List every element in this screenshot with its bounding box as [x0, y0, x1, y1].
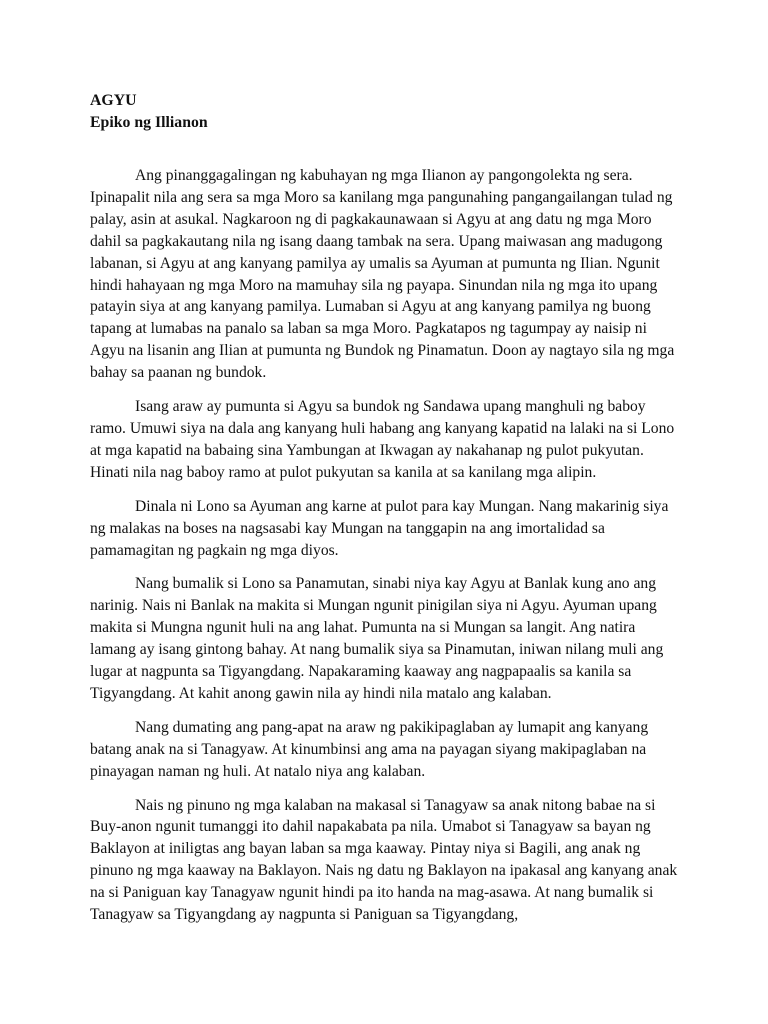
paragraph-5: Nang dumating ang pang-apat na araw ng pakikipaglaban ay lumapit ang kanyang batang anak na si Tanagyaw. At kinumbinsi ang ama na payagan siyang makipaglaban na pinayagan naman ng huli. At natalo niya ang kalaban.	[90, 718, 649, 780]
paragraph-3: Dinala ni Lono sa Ayuman ang karne at pulot para kay Mungan. Nang makarinig siya ng malakas na boses na nagsasabi kay Mungan na tanggapin na ang imortalidad sa pamamagitan ng pagkain ng mga diyos.	[90, 497, 669, 559]
paragraph-6: Nais ng pinuno ng mga kalaban na makasal si Tanagyaw sa anak nitong babae na si Buy-anon ngunit tumanggi ito dahil napakabata pa nila. Umabot si Tanagyaw sa bayan ng Baklayon at iniligtas ang bayan laban sa mga kaaway. Pintay niya si Bagili, ang anak ng pinuno ng mga kaaway na Baklayon. Nais ng datu ng Baklayon na ipakasal ang kanyang anak na si Paniguan kay Tanagyaw ngunit hindi pa ito handa na mag-asawa. At nang bumalik si Tanagyaw sa Tigyangdang ay nagpunta si Paniguan sa Tigyangdang,	[90, 796, 678, 924]
document-body	[90, 90, 678, 938]
document-title: AGYU	[90, 92, 137, 109]
paragraph-4: Nang bumalik si Lono sa Panamutan, sinabi niya kay Agyu at Banlak kung ano ang narinig. Nais ni Banlak na makita si Mungan ngunit pinigilan siya ni Agyu. Ayuman upang makita si Mungna ngunit huli na ang lahat. Pumunta na si Mungan sa langit. Ang natira lamang ay isang gintong bahay. At nang bumalik siya sa Pinamutan, iniwan nilang muli ang lugar at nagpunta sa Tigyangdang. Napakaraming kaaway ang nagpapaalis sa kanila sa Tigyangdang. At kahit anong gawin nila ay hindi nila matalo ang kalaban.	[90, 575, 664, 702]
paragraph-1: Ang pinanggagalingan ng kabuhayan ng mga Ilianon ay pangongolekta ng sera. Ipinapalit nila ang sera sa mga Moro sa kanilang mga pangunahing pangangailangan tulad ng palay, asin at asukal. Nagkaroon ng di pagkakaunawaan si Agyu at ang datu ng mga Moro dahil sa pagkakautang nila ng isang daang tambak na sera. Upang maiwasan ang madugong labanan, si Agyu at ang kanyang pamilya ay umalis sa Ayuman at pumunta ng Ilian. Ngunit hindi hahayaan ng mga Moro na mamuhay sila ng payapa. Sinundan nila ng mga ito upang patayin siya at ang kanyang pamilya. Lumaban si Agyu at ang kanyang pamilya ng buong tapang at lumabas na panalo sa laban sa mga Moro. Pagkatapos ng tagumpay ay naisip ni Agyu na lisanin ang Ilian at pumunta ng Bundok ng Pinamatun. Doon ay nagtayo sila ng mga bahay sa paanan ng bundok.	[90, 167, 675, 382]
document-subtitle: Epiko ng Illianon	[90, 114, 208, 131]
paragraph-2: Isang araw ay pumunta si Agyu sa bundok ng Sandawa upang manghuli ng baboy ramo. Umuwi siya na dala ang kanyang huli habang ang kanyang kapatid na lalaki na si Lono at mga kapatid na babaing sina Yambungan at Ikwagan ay nakahanap ng pulot pukyutan. Hinati nila nag baboy ramo at pulot pukyutan sa kanila at sa kanilang mga alipin.	[90, 398, 675, 481]
